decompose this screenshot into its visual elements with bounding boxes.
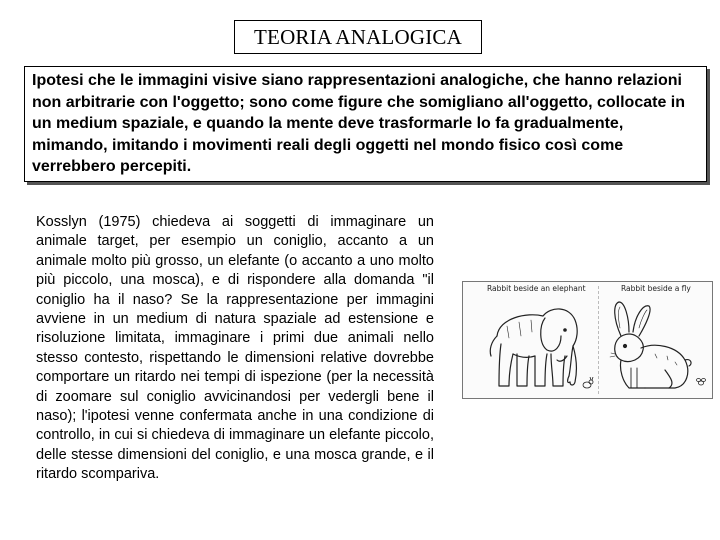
elephant-drawing-icon [477, 296, 589, 396]
page-title: TEORIA ANALOGICA [254, 24, 462, 49]
small-rabbit-drawing-icon [581, 377, 595, 389]
figure-caption-left: Rabbit beside an elephant [487, 284, 586, 293]
kosslyn-figure [462, 281, 713, 399]
title-box [234, 20, 482, 54]
body-text: Kosslyn (1975) chiedeva ai soggetti di immaginare un animale target, per esempio un coniglio, accanto a un animale molto più grosso, un elefante (o accanto a uno molto più piccolo, una mosca), e di rispondere alla domanda "il coniglio ha il naso? Se la rappresentazione per immagini avviene in un medium di natura spaziale ad estensione e risoluzione limitata, immaginare i primi due animali nello stesso contesto, rispettando le dimensioni relative dovrebbe comportare un ritardo nei tempi di ispezione (per la necessità di zoomare sul coniglio avvicinandosi per vedergli bene il naso); l'ipotesi venne confermata anche in una condizione di controllo, in cui si chiedeva di immaginare un elefante piccolo, delle stesse dimensioni del coniglio, e una mosca grande, e il ritardo scompariva. [36, 214, 434, 483]
definition-box [24, 66, 707, 182]
fly-drawing-icon [695, 377, 707, 387]
definition-text: Ipotesi che le immagini visive siano rappresentazioni analogiche, che hanno relazioni non arbitrarie con l'oggetto; sono come figure che somigliano all'oggetto, collocate in un medium spaziale, e quando la mente deve trasformarle lo fa gradualmente, mimando, imitando i movimenti reali degli oggetti nel mondo fisico così come verrebbero percepiti. [32, 72, 686, 176]
figure-caption-right: Rabbit beside a fly [621, 284, 691, 293]
figure-divider [598, 286, 599, 394]
large-rabbit-drawing-icon [605, 298, 697, 394]
